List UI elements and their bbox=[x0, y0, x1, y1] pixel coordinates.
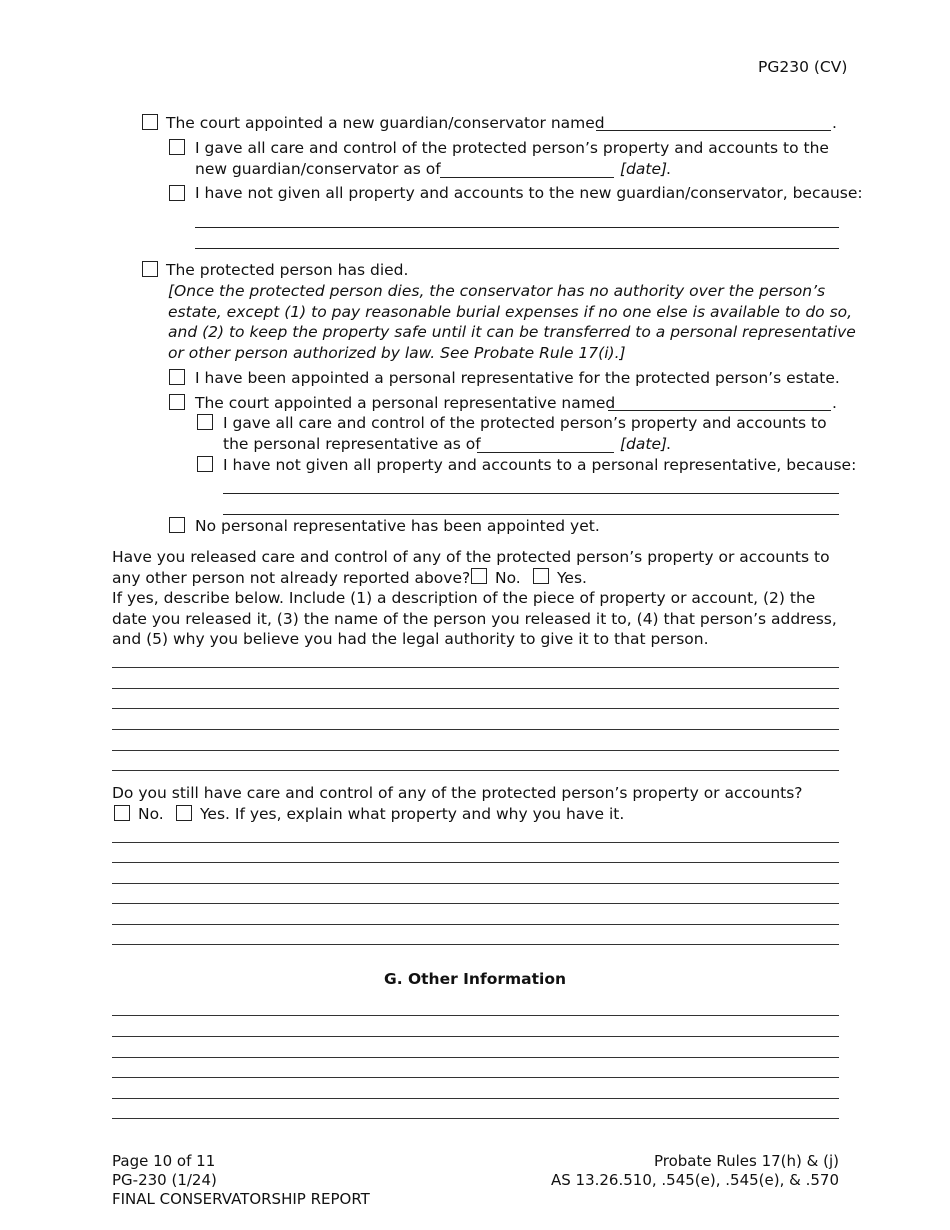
answer-line[interactable] bbox=[112, 1098, 839, 1099]
answer-line[interactable] bbox=[112, 883, 839, 884]
died-note-line: estate, except (1) to pay reasonable burial expenses if no one else is available to do so, bbox=[168, 303, 853, 321]
footer-statutes: AS 13.26.510, .545(e), .545(e), & .570 bbox=[550, 1171, 839, 1189]
not-given-pr-checkbox[interactable] bbox=[197, 456, 213, 472]
footer-form-title: FINAL CONSERVATORSHIP REPORT bbox=[112, 1190, 370, 1208]
answer-line[interactable] bbox=[112, 862, 839, 863]
still-have-yes-checkbox[interactable] bbox=[176, 805, 192, 821]
form-id: PG230 (CV) bbox=[758, 58, 848, 76]
still-have-no-label: No. bbox=[138, 805, 164, 823]
still-have-question: Do you still have care and control of any of the protected person’s property or accounts? bbox=[112, 784, 803, 802]
date-label: [date] bbox=[620, 435, 668, 453]
answer-line[interactable] bbox=[112, 1057, 839, 1058]
because-line[interactable] bbox=[223, 493, 839, 494]
appointed-pr-checkbox[interactable] bbox=[169, 369, 185, 385]
pr-name-field[interactable] bbox=[608, 410, 831, 411]
because-line[interactable] bbox=[195, 227, 839, 228]
answer-line[interactable] bbox=[112, 1036, 839, 1037]
no-pr-label: No personal representative has been appointed yet. bbox=[195, 517, 600, 535]
new-guardian-checkbox[interactable] bbox=[142, 114, 158, 130]
period: . bbox=[832, 114, 837, 132]
answer-line[interactable] bbox=[112, 708, 839, 709]
because-line[interactable] bbox=[195, 248, 839, 249]
died-note-line: and (2) to keep the property safe until it can be transferred to a personal representative bbox=[168, 323, 856, 341]
answer-line[interactable] bbox=[112, 1015, 839, 1016]
date-label: [date] bbox=[620, 160, 668, 178]
still-have-yes-label: Yes. If yes, explain what property and why you have it. bbox=[200, 805, 625, 823]
answer-line[interactable] bbox=[112, 667, 839, 668]
person-died-checkbox[interactable] bbox=[142, 261, 158, 277]
answer-line[interactable] bbox=[112, 688, 839, 689]
still-have-no-checkbox[interactable] bbox=[114, 805, 130, 821]
no-pr-checkbox[interactable] bbox=[169, 517, 185, 533]
appointed-pr-label: I have been appointed a personal representative for the protected person’s estate. bbox=[195, 369, 840, 387]
court-pr-checkbox[interactable] bbox=[169, 394, 185, 410]
answer-line[interactable] bbox=[112, 770, 839, 771]
answer-line[interactable] bbox=[112, 1118, 839, 1119]
footer-rules: Probate Rules 17(h) & (j) bbox=[653, 1152, 839, 1170]
gave-to-guardian-line2: new guardian/conservator as of bbox=[195, 160, 441, 178]
court-pr-label: The court appointed a personal representative named bbox=[195, 394, 616, 412]
died-note-line: [Once the protected person dies, the conservator has no authority over the person’s bbox=[168, 282, 826, 300]
guardian-date-field[interactable] bbox=[440, 177, 614, 178]
footer-page: Page 10 of 11 bbox=[112, 1152, 216, 1170]
pr-date-field[interactable] bbox=[477, 452, 614, 453]
gave-to-pr-line2: the personal representative as of bbox=[223, 435, 481, 453]
section-g-title: G. Other Information bbox=[383, 970, 567, 988]
answer-line[interactable] bbox=[112, 1077, 839, 1078]
released-desc-line: date you released it, (3) the name of the person you released it to, (4) that person’s address, bbox=[112, 610, 837, 628]
released-no-label: No. bbox=[495, 569, 521, 587]
gave-to-pr-checkbox[interactable] bbox=[197, 414, 213, 430]
answer-line[interactable] bbox=[112, 924, 839, 925]
released-question-line2: any other person not already reported above? bbox=[112, 569, 471, 587]
released-no-checkbox[interactable] bbox=[471, 568, 487, 584]
because-line[interactable] bbox=[223, 514, 839, 515]
released-question-line1: Have you released care and control of any of the protected person’s property or accounts to bbox=[112, 548, 830, 566]
released-yes-checkbox[interactable] bbox=[533, 568, 549, 584]
released-desc-line: and (5) why you believe you had the legal authority to give it to that person. bbox=[112, 630, 709, 648]
answer-line[interactable] bbox=[112, 750, 839, 751]
period: . bbox=[666, 160, 671, 178]
period: . bbox=[666, 435, 671, 453]
footer-form-number: PG-230 (1/24) bbox=[112, 1171, 217, 1189]
person-died-label: The protected person has died. bbox=[166, 261, 409, 279]
gave-to-guardian-line1: I gave all care and control of the protected person’s property and accounts to the bbox=[195, 139, 829, 157]
answer-line[interactable] bbox=[112, 729, 839, 730]
new-guardian-label: The court appointed a new guardian/conservator named bbox=[166, 114, 605, 132]
not-given-guardian-checkbox[interactable] bbox=[169, 185, 185, 201]
not-given-pr-label: I have not given all property and accounts to a personal representative, because: bbox=[223, 456, 857, 474]
died-note-line: or other person authorized by law. See Probate Rule 17(i).] bbox=[168, 344, 626, 362]
answer-line[interactable] bbox=[112, 903, 839, 904]
period: . bbox=[832, 394, 837, 412]
released-desc-line: If yes, describe below. Include (1) a description of the piece of property or account, (2) the bbox=[112, 589, 816, 607]
answer-line[interactable] bbox=[112, 944, 839, 945]
gave-to-pr-line1: I gave all care and control of the protected person’s property and accounts to bbox=[223, 414, 827, 432]
not-given-guardian-label: I have not given all property and accounts to the new guardian/conservator, because: bbox=[195, 184, 863, 202]
released-yes-label: Yes. bbox=[557, 569, 587, 587]
gave-to-guardian-checkbox[interactable] bbox=[169, 139, 185, 155]
new-guardian-name-field[interactable] bbox=[596, 130, 831, 131]
answer-line[interactable] bbox=[112, 842, 839, 843]
